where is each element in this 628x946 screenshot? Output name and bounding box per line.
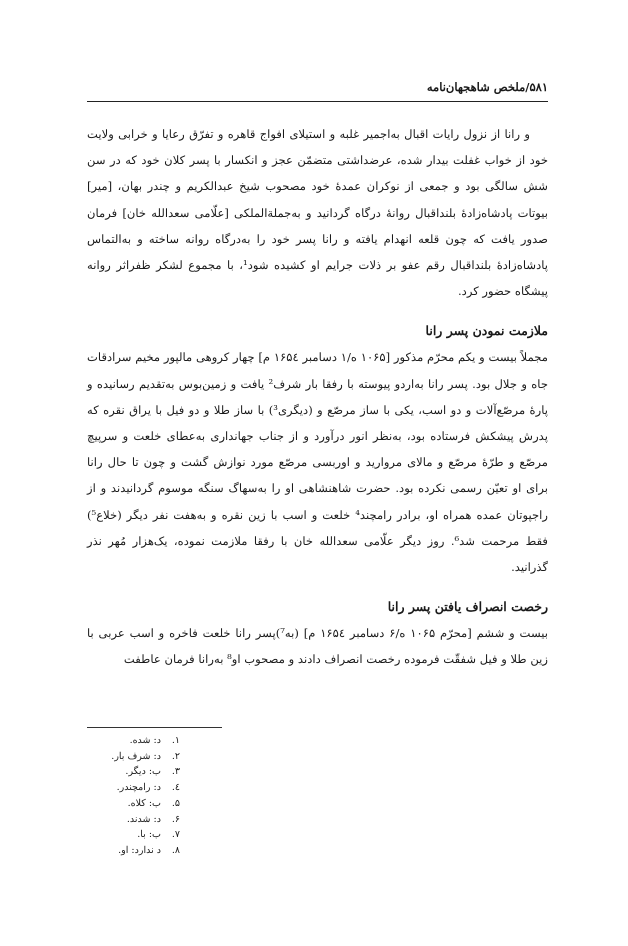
body-text — [87, 121, 548, 673]
footnote — [10, 780, 180, 796]
footnote — [10, 733, 180, 749]
footnote-number: ۶. — [171, 813, 180, 825]
footnote-number: ۳. — [171, 766, 180, 778]
footnote-number: ۲. — [171, 750, 180, 762]
footnote — [10, 749, 180, 765]
section-heading-audience: ملازمت نمودن پسر رانا — [425, 323, 548, 339]
footnote-text: د ندارد: او. — [118, 844, 161, 856]
paragraph-siege-of-chittor: و رانا از نزول رایات اقبال به‌اجمیر غلبه و استیلای افواج قاهره و تفرّق رعایا و خرابی ولایت خود از خواب غفلت بیدار شده، عرضداشتی متضمّن عجز و انکسار با پسر کلان خود که در سن شش سالگی بود و جمعی از نوکران عمدهٔ خود مصحوب شیخ عبدالکریم و چندر بهان، [میر] بیوتات پادشاه‌زادهٔ بلنداقبال روانهٔ درگاه گردانید و به‌جملةالملکی [علّامی سعدالله خان] فرمان صدور یافت که چون قلعه انهدام یافته و رانا پسر خود را به‌درگاه روانه ساخته و به‌التماس پادشاه‌زادهٔ بلنداقبال رقم عفو بر ذلات جرایم او کشیده شود¹، با مجموع لشکر ظفراثر روانه پیشگاه حضور کرد. — [87, 127, 548, 299]
footnote — [10, 812, 180, 828]
footnote — [10, 827, 180, 843]
footnote-number: ۷. — [171, 829, 180, 841]
paragraph-audience: مجملاً بیست و یکم محرّم مذکور [۱۰۶۵ ه/۱ دسامبر ۱۶۵٤ م] چهار کروهی مالپور مخیم سرادقات جاه و جلال بود. پسر رانا به‌اردو پیوسته با رفقا بار شرف² یافت و زمین‌بوس به‌تقدیم رسانیده و پارهٔ مرصّع‌آلات و دو اسب، یکی با ساز مرصّع و (دیگری³) با ساز طلا و دو فیل با یراق نقره که پدرش پیشکش فرستاده بود، به‌نظر انور درآورد و از جناب جهانداری به‌عطای خلعت و سرپیچ مرصّع و طرّهٔ مرصّع و مالای مروارید و اوربسی مرصّع مورد نوازش گشت و چون تا حال رانا برای او تعیّن رسمی نکرده بود. حضرت شاهنشاهی او را به‌سهاگ سنگه موسوم گردانیدند و از راجپوتان عمده همراه او، برادر رامچند⁴ خلعت و اسب با زین نقره و به‌هفت نفر دیگر (خلاع⁵) فقط مرحمت شد⁶. روز دیگر علّامی سعدالله خان با رفقا ملازمت نموده، یک‌هزار مُهر نذر گذرانید. — [87, 350, 549, 575]
running-head: ۵۸۱/ملخص شاهجهان‌نامه — [426, 80, 548, 94]
section-heading-departure: رخصت انصراف یافتن پسر رانا — [387, 599, 548, 615]
footnote — [10, 796, 180, 812]
footnotes-list — [10, 733, 180, 859]
footnote — [10, 764, 180, 780]
footnote-text: د: شده. — [129, 735, 161, 746]
footnote-rule — [87, 727, 222, 728]
footnote-number: ۱. — [171, 735, 180, 746]
header-rule — [87, 101, 548, 102]
footnote-text: ب: دیگر. — [125, 766, 161, 778]
footnote-number: ۵. — [171, 797, 180, 809]
footnote — [10, 843, 180, 859]
footnote-number: ٤. — [171, 782, 180, 794]
footnote-number: ۸. — [171, 844, 180, 856]
footnote-text: ب: با. — [137, 829, 161, 841]
footnote-text: د: شرف بار. — [111, 750, 161, 762]
footnote-text: د: رامچندر. — [116, 782, 161, 794]
paragraph-departure: بیست و ششم [محرّم ۱۰۶۵ ه/۶ دسامبر ۱۶۵٤ م] (به⁷)پسر رانا خلعت فاخره و اسب عربی با زین طلا و فیل شفقّت فرموده رخصت انصراف دادند و مصحوب او⁸ به‌رانا فرمان عاطفت — [87, 626, 549, 667]
footnote-text: ب: کلاه. — [127, 797, 161, 809]
footnote-text: د: شدند. — [126, 813, 161, 825]
